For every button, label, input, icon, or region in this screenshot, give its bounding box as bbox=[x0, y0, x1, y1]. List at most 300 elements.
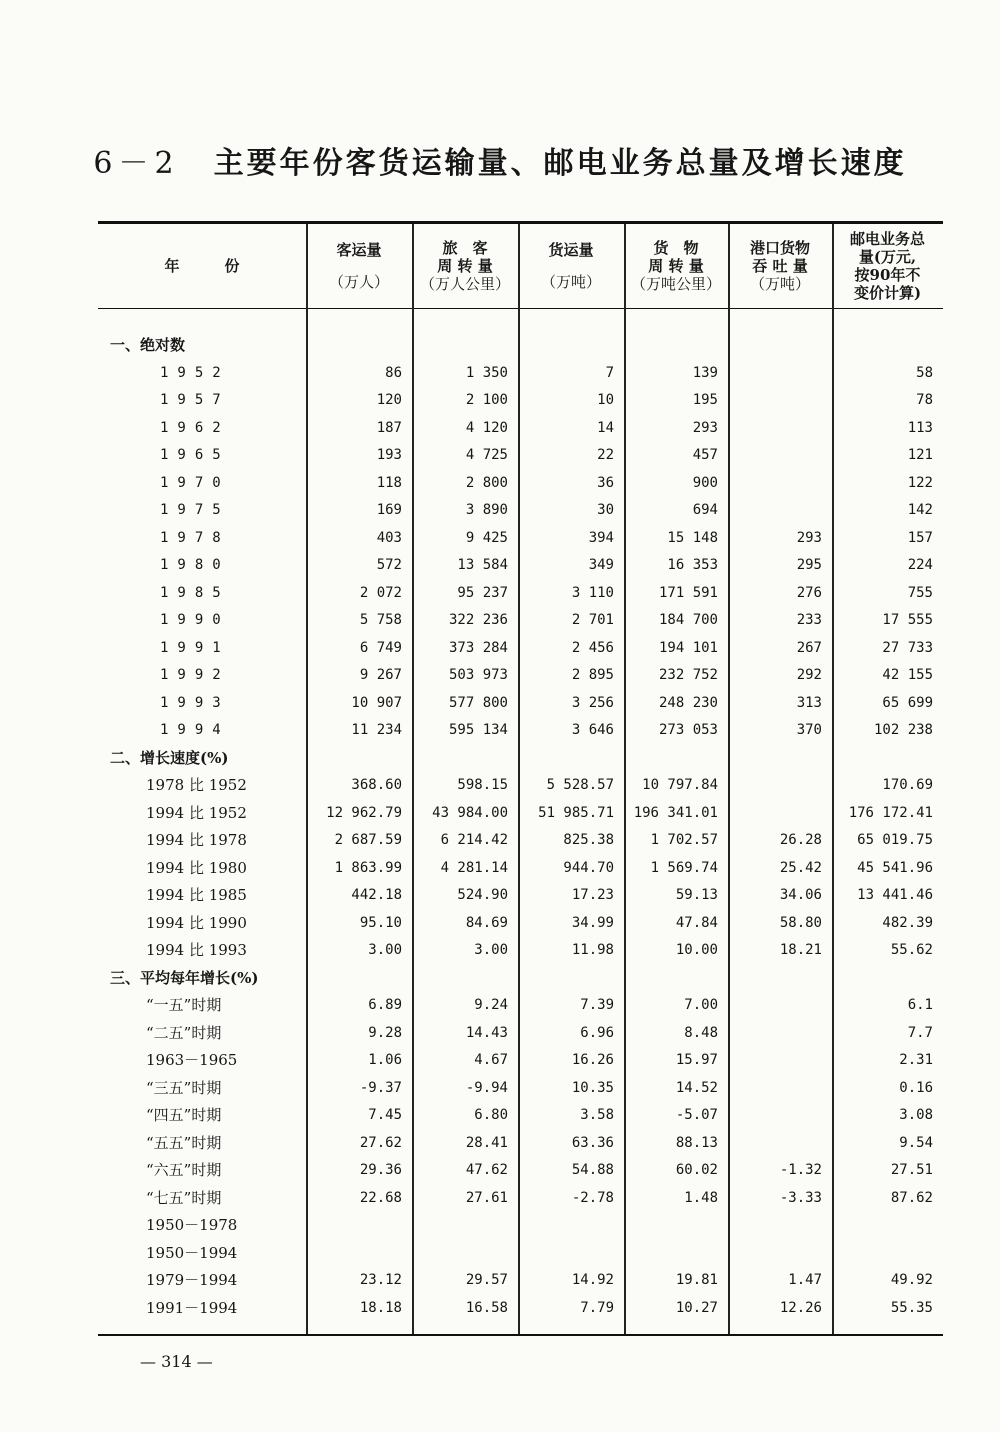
table-cell: 3 110 bbox=[571, 584, 614, 601]
table-cell: 102 238 bbox=[873, 722, 933, 738]
table-cell: 88.13 bbox=[675, 1134, 718, 1151]
table-number: 6－2 bbox=[93, 146, 180, 181]
table-cell: 55.35 bbox=[890, 1299, 933, 1316]
table-cell: 3.58 bbox=[580, 1107, 614, 1123]
table-cell bbox=[412, 1240, 508, 1266]
row-label: 二、增长速度(%) bbox=[110, 748, 229, 767]
column-header-name: 年 份 bbox=[164, 257, 240, 275]
table-cell: 84.69 bbox=[465, 914, 508, 931]
table-cell bbox=[728, 1047, 822, 1073]
table-cell: 142 bbox=[907, 502, 933, 518]
table-cell: 195 bbox=[692, 392, 718, 408]
table-cell bbox=[624, 1240, 718, 1266]
row-label: 1978 bbox=[160, 529, 230, 546]
table-cell: 10.00 bbox=[675, 942, 718, 958]
table-cell: 17 555 bbox=[882, 612, 933, 628]
table-cell bbox=[518, 745, 614, 771]
table-cell: 6.80 bbox=[474, 1107, 508, 1123]
table-cell: 196 341.01 bbox=[633, 804, 718, 821]
table-cell: 293 bbox=[692, 419, 718, 436]
table-cell: 25.42 bbox=[779, 859, 822, 876]
table-cell: 18.21 bbox=[779, 942, 822, 958]
table-row bbox=[98, 332, 943, 358]
table-cell bbox=[728, 415, 822, 441]
table-cell: 9 425 bbox=[465, 529, 508, 546]
table-cell: 7 bbox=[605, 364, 614, 381]
table-row bbox=[98, 690, 943, 716]
table-cell: 572 bbox=[376, 557, 402, 573]
table-cell: -3.33 bbox=[779, 1189, 822, 1206]
table-row bbox=[98, 415, 943, 441]
table-row bbox=[98, 662, 943, 688]
table-cell: 2 687.59 bbox=[334, 832, 402, 848]
table-cell: 248 230 bbox=[658, 694, 718, 711]
table-cell: 49.92 bbox=[890, 1272, 933, 1288]
table-cell: 176 172.41 bbox=[848, 804, 933, 821]
page-title bbox=[0, 138, 1000, 182]
table-cell: 16.26 bbox=[571, 1052, 614, 1068]
column-header bbox=[832, 224, 943, 308]
page-number: — 314 — bbox=[140, 1352, 213, 1371]
table-cell: 2 100 bbox=[465, 392, 508, 408]
table-cell: 65 699 bbox=[882, 694, 933, 711]
table-cell: 1 569.74 bbox=[650, 859, 718, 876]
row-label: 1980 bbox=[160, 557, 230, 573]
table-cell: 598.15 bbox=[457, 777, 508, 793]
row-label: “二五”时期 bbox=[146, 1023, 222, 1042]
table-row bbox=[98, 745, 943, 771]
table-cell: 232 752 bbox=[658, 667, 718, 683]
table-cell bbox=[624, 745, 718, 771]
table-cell: 55.62 bbox=[890, 942, 933, 958]
table-cell: 87.62 bbox=[890, 1189, 933, 1206]
table-cell: 58.80 bbox=[779, 914, 822, 931]
table-cell: 29.57 bbox=[465, 1272, 508, 1288]
column-header-name: 客运量 bbox=[336, 241, 382, 259]
table-row bbox=[98, 607, 943, 633]
row-label: 1994 比 1990 bbox=[146, 913, 247, 932]
table-row bbox=[98, 827, 943, 853]
table-cell bbox=[728, 442, 822, 468]
table-row bbox=[98, 937, 943, 963]
table-cell: 18.18 bbox=[359, 1299, 402, 1316]
bottom-rule bbox=[98, 1334, 943, 1336]
row-label: “一五”时期 bbox=[146, 996, 222, 1014]
table-cell: 34.06 bbox=[779, 887, 822, 903]
table-cell: 54.88 bbox=[571, 1162, 614, 1178]
column-header-name: 货 物 周 转 量 bbox=[648, 239, 704, 275]
table-row bbox=[98, 910, 943, 936]
table-cell: 292 bbox=[796, 667, 822, 683]
table-cell bbox=[832, 1212, 933, 1238]
table-title: 主要年份客货运输量、邮电业务总量及增长速度 bbox=[213, 146, 907, 181]
table-cell: 9.24 bbox=[474, 997, 508, 1013]
table-cell: 6.96 bbox=[580, 1024, 614, 1041]
table-cell bbox=[728, 800, 822, 826]
row-label: 1965 bbox=[160, 447, 230, 463]
table-cell: 224 bbox=[907, 557, 933, 573]
table-cell bbox=[832, 745, 933, 771]
table-cell: 267 bbox=[796, 639, 822, 656]
table-row bbox=[98, 1212, 943, 1238]
table-cell bbox=[728, 1212, 822, 1238]
table-cell: 194 101 bbox=[658, 639, 718, 656]
table-cell: 43 984.00 bbox=[432, 804, 508, 821]
table-row bbox=[98, 992, 943, 1018]
column-header-name: 旅 客 周 转 量 bbox=[437, 239, 493, 275]
row-label: 1994 比 1952 bbox=[146, 803, 247, 822]
table-cell: 6 214.42 bbox=[440, 832, 508, 848]
row-label: 1978 比 1952 bbox=[146, 776, 247, 794]
row-label: 1950－1978 bbox=[146, 1216, 238, 1234]
table-row bbox=[98, 387, 943, 413]
table-cell: 755 bbox=[907, 584, 933, 601]
table-cell: 169 bbox=[376, 502, 402, 518]
table-row bbox=[98, 552, 943, 578]
table-cell bbox=[728, 470, 822, 496]
row-label: 1970 bbox=[160, 474, 230, 491]
table-cell: 6.1 bbox=[907, 997, 933, 1013]
row-label: 1994 比 1985 bbox=[146, 886, 247, 904]
table-cell: 34.99 bbox=[571, 914, 614, 931]
table-cell: 825.38 bbox=[563, 832, 614, 848]
table-cell: 4.67 bbox=[474, 1052, 508, 1068]
table-cell: 17.23 bbox=[571, 887, 614, 903]
row-label: 1993 bbox=[160, 694, 230, 711]
row-label: “六五”时期 bbox=[146, 1161, 222, 1179]
table-cell: 11.98 bbox=[571, 942, 614, 958]
row-label: 1994 比 1980 bbox=[146, 858, 247, 877]
table-cell: 2 800 bbox=[465, 474, 508, 491]
table-cell: 694 bbox=[692, 502, 718, 518]
table-cell: 3 646 bbox=[571, 722, 614, 738]
row-label: 1957 bbox=[160, 392, 230, 408]
table-cell: 442.18 bbox=[351, 887, 402, 903]
table-row bbox=[98, 360, 943, 386]
table-cell: 19.81 bbox=[675, 1272, 718, 1288]
table-cell: 171 591 bbox=[658, 584, 718, 601]
table-cell: 293 bbox=[796, 529, 822, 546]
table-cell: 2.31 bbox=[899, 1052, 933, 1068]
table-cell bbox=[412, 965, 508, 991]
table-cell bbox=[518, 1240, 614, 1266]
row-label: 1991－1994 bbox=[146, 1298, 238, 1317]
table-cell: 7.79 bbox=[580, 1299, 614, 1316]
table-cell: 5 758 bbox=[359, 612, 402, 628]
table-cell bbox=[518, 965, 614, 991]
table-cell: 27.61 bbox=[465, 1189, 508, 1206]
table-cell: 170.69 bbox=[882, 777, 933, 793]
table-cell: 10 797.84 bbox=[642, 777, 718, 793]
table-cell bbox=[832, 1240, 933, 1266]
table-cell: -9.37 bbox=[359, 1079, 402, 1096]
table-cell: 6 749 bbox=[359, 639, 402, 656]
row-label: 1994 bbox=[160, 722, 230, 738]
table-cell: 3.00 bbox=[474, 942, 508, 958]
table-cell: 60.02 bbox=[675, 1162, 718, 1178]
table-row bbox=[98, 1020, 943, 1046]
table-cell: 403 bbox=[376, 529, 402, 546]
table-cell: 482.39 bbox=[882, 914, 933, 931]
table-cell bbox=[728, 1240, 822, 1266]
table-cell: 10.27 bbox=[675, 1299, 718, 1316]
table-row bbox=[98, 772, 943, 798]
table-cell: 2 895 bbox=[571, 667, 614, 683]
table-cell: -2.78 bbox=[571, 1189, 614, 1206]
table-cell: 118 bbox=[376, 474, 402, 491]
table-cell bbox=[728, 332, 822, 358]
table-cell: 295 bbox=[796, 557, 822, 573]
table-cell: 78 bbox=[916, 392, 933, 408]
row-label: 1963－1965 bbox=[146, 1051, 238, 1069]
table-cell: 13 584 bbox=[457, 557, 508, 573]
table-cell: 63.36 bbox=[571, 1134, 614, 1151]
table-cell bbox=[624, 1212, 718, 1238]
table-cell: 3.08 bbox=[899, 1107, 933, 1123]
table-row bbox=[98, 1295, 943, 1321]
table-cell: 457 bbox=[692, 447, 718, 463]
table-cell bbox=[412, 1212, 508, 1238]
table-cell: 187 bbox=[376, 419, 402, 436]
table-cell: 47.84 bbox=[675, 914, 718, 931]
table-row bbox=[98, 525, 943, 551]
table-cell: 36 bbox=[597, 474, 614, 491]
table-cell: 233 bbox=[796, 612, 822, 628]
table-cell: 1.48 bbox=[684, 1189, 718, 1206]
table-cell: 322 236 bbox=[448, 612, 508, 628]
table-cell: 3 890 bbox=[465, 502, 508, 518]
table-cell: -1.32 bbox=[779, 1162, 822, 1178]
table-cell bbox=[306, 745, 402, 771]
table-cell: 2 072 bbox=[359, 584, 402, 601]
table-cell: 1 863.99 bbox=[334, 859, 402, 876]
table-cell: 42 155 bbox=[882, 667, 933, 683]
table-cell bbox=[306, 1212, 402, 1238]
table-cell: 15 148 bbox=[667, 529, 718, 546]
column-header bbox=[624, 224, 728, 308]
table-cell: 27.51 bbox=[890, 1162, 933, 1178]
table-cell: 5 528.57 bbox=[546, 777, 614, 793]
column-header-unit: （万人） bbox=[328, 273, 389, 291]
table-cell: 47.62 bbox=[465, 1162, 508, 1178]
table-cell bbox=[518, 332, 614, 358]
table-cell: 184 700 bbox=[658, 612, 718, 628]
table-cell bbox=[728, 992, 822, 1018]
table-cell: 139 bbox=[692, 364, 718, 381]
table-cell: 14.52 bbox=[675, 1079, 718, 1096]
row-label: 1962 bbox=[160, 419, 230, 436]
table-cell bbox=[728, 1020, 822, 1046]
table-row bbox=[98, 497, 943, 523]
table-row bbox=[98, 1267, 943, 1293]
column-header-name: 货运量 bbox=[548, 241, 594, 259]
table-cell: 9 267 bbox=[359, 667, 402, 683]
table-row bbox=[98, 1130, 943, 1156]
table-cell: 95.10 bbox=[359, 914, 402, 931]
column-header-name: 港口货物 吞 吐 量 bbox=[749, 239, 810, 275]
row-label: 1994 比 1978 bbox=[146, 831, 247, 849]
header-rule bbox=[98, 308, 943, 309]
table-cell: 59.13 bbox=[675, 887, 718, 903]
table-cell bbox=[306, 332, 402, 358]
row-label: “三五”时期 bbox=[146, 1078, 222, 1097]
table-row bbox=[98, 1157, 943, 1183]
table-cell: 595 134 bbox=[448, 722, 508, 738]
table-cell: 120 bbox=[376, 392, 402, 408]
table-cell: 16 353 bbox=[667, 557, 718, 573]
table-cell: 65 019.75 bbox=[857, 832, 933, 848]
table-cell bbox=[518, 1212, 614, 1238]
row-label: 1991 bbox=[160, 639, 230, 656]
table-cell: 22.68 bbox=[359, 1189, 402, 1206]
table-cell: 900 bbox=[692, 474, 718, 491]
table-row bbox=[98, 1075, 943, 1101]
table-cell: 7.00 bbox=[684, 997, 718, 1013]
table-cell bbox=[728, 497, 822, 523]
table-row bbox=[98, 1102, 943, 1128]
row-label: 1979－1994 bbox=[146, 1271, 238, 1289]
row-label: 三、平均每年增长(%) bbox=[110, 968, 259, 987]
table-cell: 503 973 bbox=[448, 667, 508, 683]
table-cell: 193 bbox=[376, 447, 402, 463]
table-cell: 9.28 bbox=[368, 1024, 402, 1041]
table-cell: 6.89 bbox=[368, 997, 402, 1013]
table-cell: 45 541.96 bbox=[857, 859, 933, 876]
table-cell: 4 281.14 bbox=[440, 859, 508, 876]
table-cell: 13 441.46 bbox=[857, 887, 933, 903]
column-header bbox=[98, 224, 306, 308]
column-header-name: 邮电业务总 量(万元, 按90年不 变价计算) bbox=[849, 230, 925, 302]
table-cell: 1.06 bbox=[368, 1052, 402, 1068]
table-cell bbox=[728, 772, 822, 798]
table-cell: 86 bbox=[385, 364, 402, 381]
table-cell: 95 237 bbox=[457, 584, 508, 601]
table-cell: 1.47 bbox=[788, 1272, 822, 1288]
table-cell: 11 234 bbox=[351, 722, 402, 738]
table-cell: 276 bbox=[796, 584, 822, 601]
table-cell: 30 bbox=[597, 502, 614, 518]
table-cell: 51 985.71 bbox=[538, 804, 614, 821]
row-label: 1950－1994 bbox=[146, 1243, 238, 1262]
table-cell bbox=[728, 1075, 822, 1101]
table-row bbox=[98, 635, 943, 661]
row-label: 1990 bbox=[160, 612, 230, 628]
row-label: “五五”时期 bbox=[146, 1133, 222, 1152]
table-cell bbox=[728, 1130, 822, 1156]
table-cell: 373 284 bbox=[448, 639, 508, 656]
table-cell: 2 456 bbox=[571, 639, 614, 656]
table-cell: 370 bbox=[796, 722, 822, 738]
row-label: “七五”时期 bbox=[146, 1188, 222, 1207]
column-header-unit: （万人公里） bbox=[419, 275, 510, 293]
table-cell: 14 bbox=[597, 419, 614, 436]
column-header-unit: （万吨公里） bbox=[630, 275, 721, 293]
table-cell: 122 bbox=[907, 474, 933, 491]
table-cell bbox=[412, 332, 508, 358]
table-cell: 4 725 bbox=[465, 447, 508, 463]
table-cell: 12 962.79 bbox=[326, 804, 402, 821]
table-cell: 4 120 bbox=[465, 419, 508, 436]
table-cell: 0.16 bbox=[899, 1079, 933, 1096]
table-cell: 7.45 bbox=[368, 1107, 402, 1123]
table-cell: 368.60 bbox=[351, 777, 402, 793]
table-cell bbox=[832, 965, 933, 991]
table-cell bbox=[306, 1240, 402, 1266]
row-label: 1994 比 1993 bbox=[146, 941, 247, 959]
table-cell bbox=[728, 745, 822, 771]
table-cell: 8.48 bbox=[684, 1024, 718, 1041]
table-cell: 524.90 bbox=[457, 887, 508, 903]
table-row bbox=[98, 1047, 943, 1073]
table-cell: 577 800 bbox=[448, 694, 508, 711]
table-cell: 1 350 bbox=[465, 364, 508, 381]
table-cell: -5.07 bbox=[675, 1107, 718, 1123]
table-cell bbox=[306, 965, 402, 991]
column-header-unit: （万吨） bbox=[749, 275, 810, 293]
row-label: “四五”时期 bbox=[146, 1106, 222, 1124]
table-cell: 29.36 bbox=[359, 1162, 402, 1178]
table-row bbox=[98, 442, 943, 468]
table-cell: 22 bbox=[597, 447, 614, 463]
table-cell: 27.62 bbox=[359, 1134, 402, 1151]
table-cell: 7.7 bbox=[907, 1024, 933, 1041]
table-cell bbox=[728, 1102, 822, 1128]
table-cell: 26.28 bbox=[779, 832, 822, 848]
table-cell: 2 701 bbox=[571, 612, 614, 628]
table-cell: -9.94 bbox=[465, 1079, 508, 1096]
row-label: 1985 bbox=[160, 584, 230, 601]
table-cell: 3 256 bbox=[571, 694, 614, 711]
table-cell: 349 bbox=[588, 557, 614, 573]
column-header bbox=[306, 224, 412, 308]
table-row bbox=[98, 965, 943, 991]
table-cell bbox=[728, 965, 822, 991]
table-cell: 14.92 bbox=[571, 1272, 614, 1288]
table-cell: 27 733 bbox=[882, 639, 933, 656]
row-label: 1952 bbox=[160, 364, 230, 381]
table-cell: 157 bbox=[907, 529, 933, 546]
table-cell bbox=[832, 332, 933, 358]
table-cell: 14.43 bbox=[465, 1024, 508, 1041]
table-cell: 58 bbox=[916, 364, 933, 381]
table-cell: 10 bbox=[597, 392, 614, 408]
table-cell bbox=[624, 332, 718, 358]
table-cell: 7.39 bbox=[580, 997, 614, 1013]
table-cell: 10 907 bbox=[351, 694, 402, 711]
row-label: 一、绝对数 bbox=[110, 336, 186, 354]
table-cell: 273 053 bbox=[658, 722, 718, 738]
table-cell bbox=[624, 965, 718, 991]
table-row bbox=[98, 580, 943, 606]
column-header bbox=[412, 224, 518, 308]
table-cell: 1 702.57 bbox=[650, 832, 718, 848]
table-cell bbox=[728, 387, 822, 413]
table-row bbox=[98, 882, 943, 908]
table-cell: 9.54 bbox=[899, 1134, 933, 1151]
row-label: 1975 bbox=[160, 502, 230, 518]
column-header bbox=[728, 224, 832, 308]
table-cell: 3.00 bbox=[368, 942, 402, 958]
table-cell: 944.70 bbox=[563, 859, 614, 876]
table-cell: 10.35 bbox=[571, 1079, 614, 1096]
table-cell: 113 bbox=[907, 419, 933, 436]
column-header bbox=[518, 224, 624, 308]
table-cell: 121 bbox=[907, 447, 933, 463]
table-cell: 313 bbox=[796, 694, 822, 711]
table-row bbox=[98, 800, 943, 826]
table-cell bbox=[728, 360, 822, 386]
table-cell: 16.58 bbox=[465, 1299, 508, 1316]
